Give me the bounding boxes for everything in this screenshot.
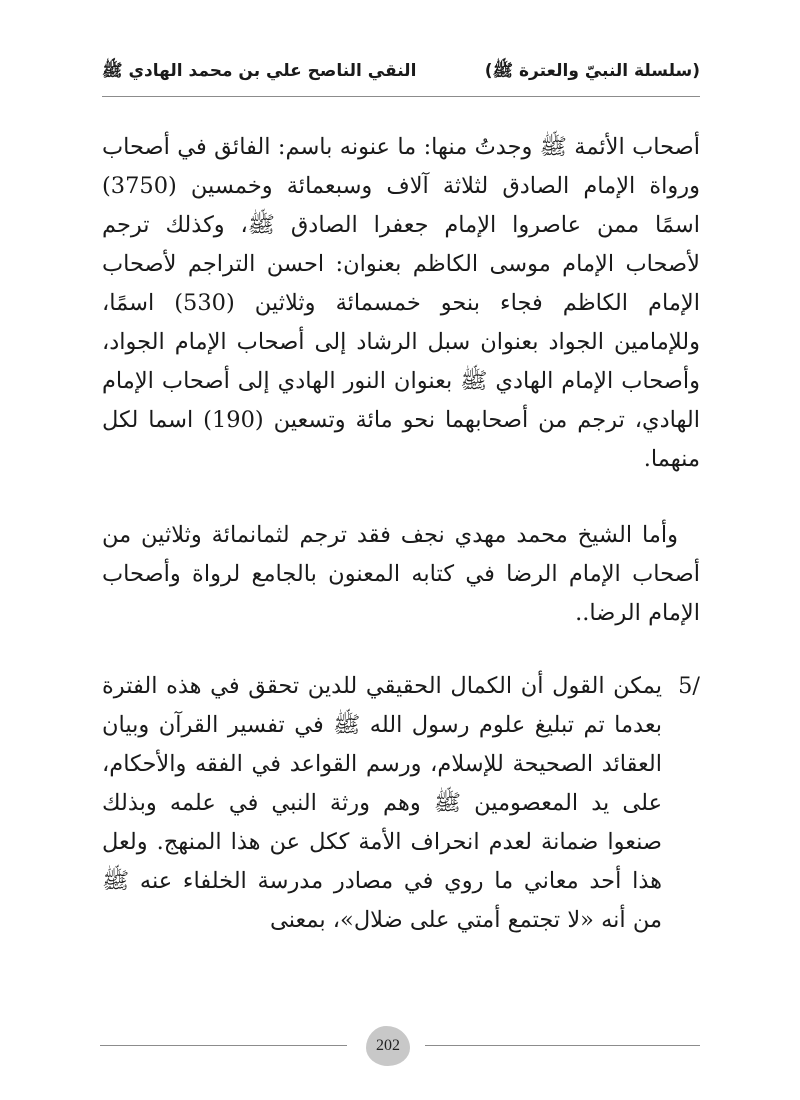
item-number: 5/ [678,673,700,699]
book-title: النقي الناصح علي بن محمد الهادي ﷺ [102,61,417,81]
page-body [102,128,700,940]
page-number-badge [366,1026,410,1066]
paragraph: وأما الشيخ محمد مهدي نجف فقد ترجم لثمانمائة وثلاثين من أصحاب الإمام الرضا في كتابه المعنون بالجامع لرواة وأصحاب الإمام الرضا.. [102,522,700,626]
page-footer [100,1024,700,1068]
item-text: يمكن القول أن الكمال الحقيقي للدين تحقق في هذه الفترة بعدما تم تبليغ علوم رسول الله ﷺ في تفسير القرآن وبيان العقائد الصحيحة للإسلام، ورسم القواعد في الفقه والأحكام، على يد المعصومين ﷺ وهم ورثة النبي في علمه وبذلك صنعوا ضمانة لعدم انحراف الأمة ككل عن هذا المنهج. ولعل هذا أحد معاني ما روي في مصادر مدرسة الخلفاء عنه ﷺ من أنه «لا تجتمع أمتي على ضلال»، بمعنى [102,673,662,933]
footer-rule-left [100,1045,347,1046]
page-number: 202 [376,1037,400,1054]
paragraph: أصحاب الأئمة ﷺ وجدتُ منها: ما عنونه باسم: الفائق في أصحاب ورواة الإمام الصادق لثلاثة آلاف وسبعمائة وخمسين (3750) اسمًا ممن عاصروا الإمام جعفرا الصادق ﷺ، وكذلك ترجم لأصحاب الإمام موسى الكاظم بعنوان: احسن التراجم لأصحاب الإمام الكاظم فجاء بنحو خمسمائة وثلاثين (530) اسمًا، وللإمامين الجواد بعنوان سبل الرشاد إلى أصحاب الإمام الجواد، وأصحاب الإمام الهادي ﷺ بعنوان النور الهادي إلى أصحاب الإمام الهادي، ترجم من أصحابهما نحو مائة وتسعين (190) اسما لكل منهما. [102,134,701,472]
numbered-item [102,667,700,940]
series-title: (سلسلة النبيّ والعترة ﷺ) [484,61,700,81]
running-header [102,54,700,97]
footer-rule-right [425,1045,700,1046]
